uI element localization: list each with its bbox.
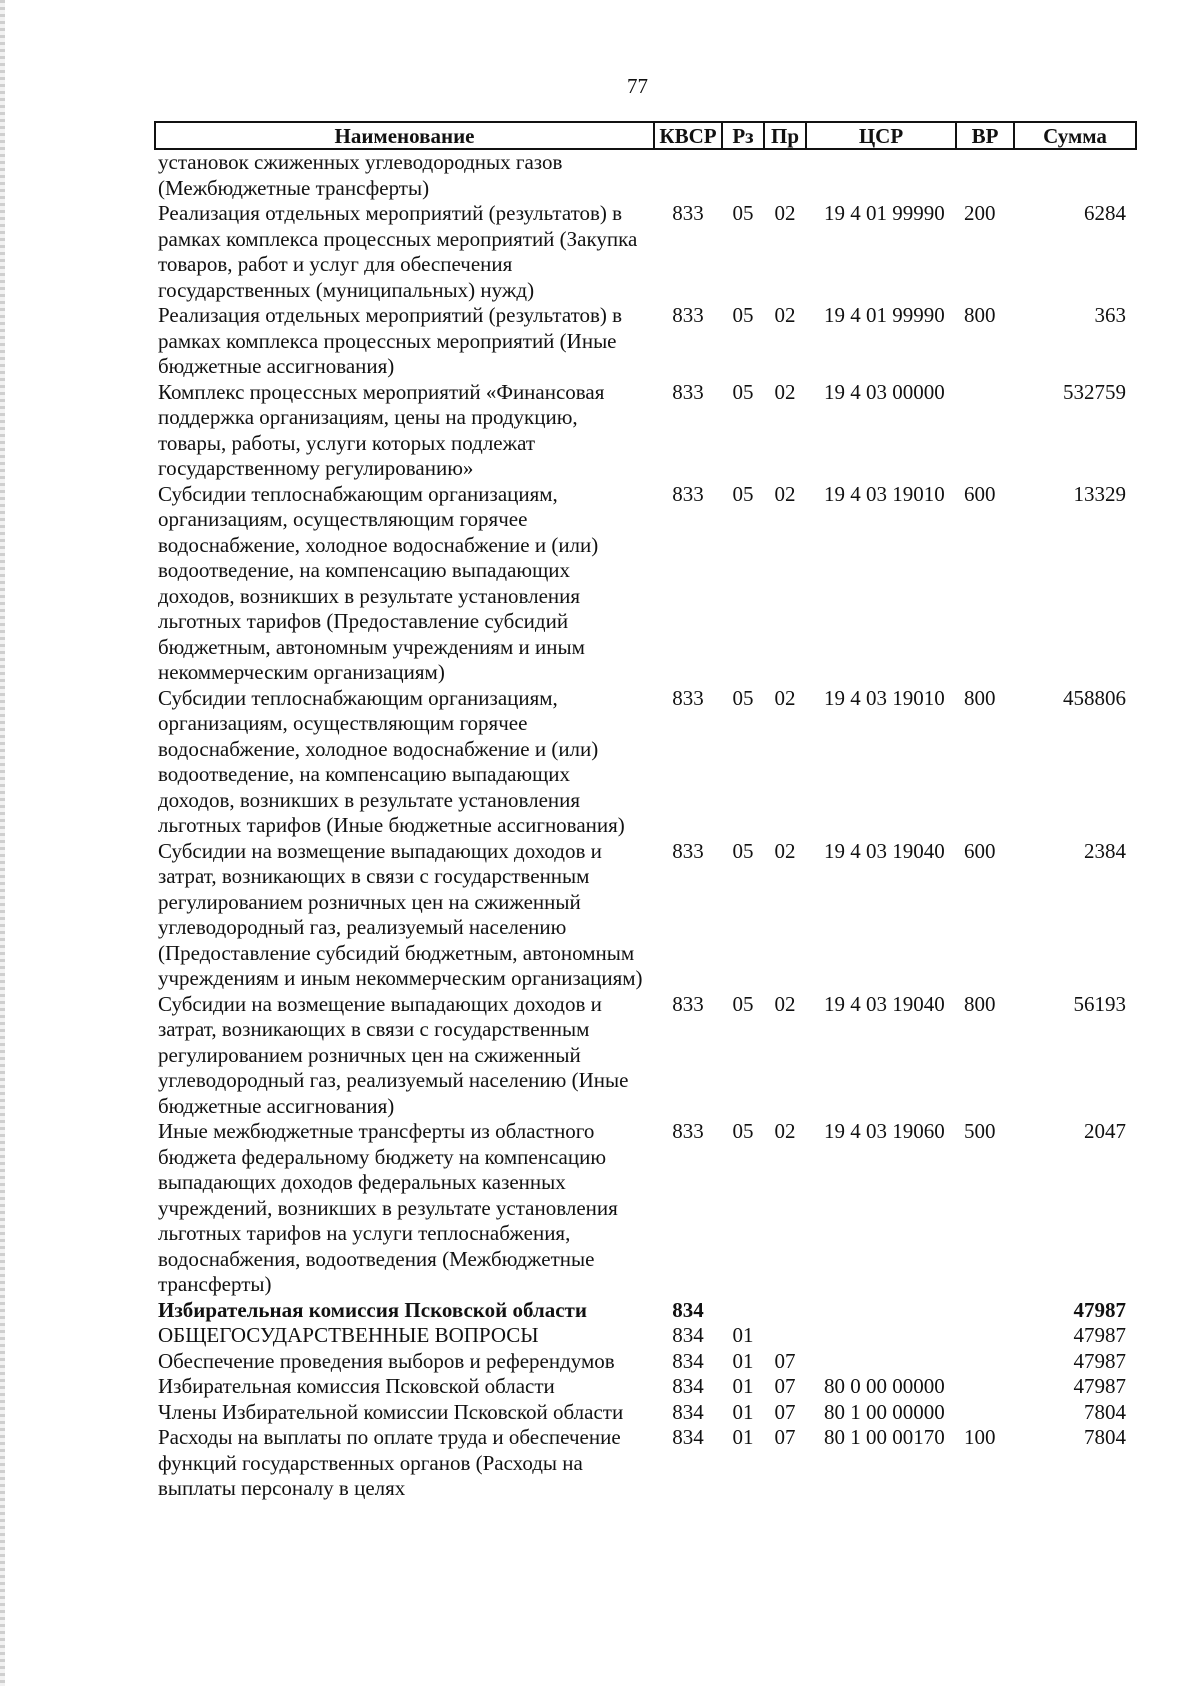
table-row xyxy=(155,839,1136,992)
cell-pr: 07 xyxy=(774,1399,796,1424)
cell-name: Субсидии на возмещение выпадающих доходов и затрат, возникающих в связи с государственным регулированием розничных цен на сжиженный углеводородный газ, реализуемый населению (Предоставление субсидий бюджетным, автономным учреждениям и иным некоммерческим организациям) xyxy=(158,838,643,990)
cell-sum xyxy=(1014,149,1136,201)
table-row xyxy=(155,482,1136,686)
column-header-vr: ВР xyxy=(956,122,1014,149)
cell-sum: 6284 xyxy=(1084,201,1126,225)
cell-csr: 19 4 01 99990 xyxy=(824,201,945,225)
cell-rz: 05 xyxy=(732,303,754,327)
cell-rz: 01 xyxy=(732,1399,754,1424)
table-row xyxy=(155,149,1136,201)
cell-pr: 02 xyxy=(774,685,796,710)
cell-vr xyxy=(956,149,1014,201)
page-number: 77 xyxy=(627,74,648,98)
cell-vr: 600 xyxy=(964,481,996,506)
cell-kvsr: 834 xyxy=(672,1374,704,1398)
table-row xyxy=(155,380,1136,482)
cell-kvsr: 833 xyxy=(672,685,704,710)
cell-rz: 01 xyxy=(732,1323,754,1347)
cell-name: Субсидии теплоснабжающим организациям, организациям, осуществляющим горячее водоснабжение, холодное водоснабжение и (или) водоотведение, на компенсацию выпадающих доходов, возникших в результате установления льготных тарифов (Предоставление субсидий бюджетным, автономным учреждениям и иным некоммерческим организациям) xyxy=(158,481,599,684)
cell-vr: 200 xyxy=(964,201,996,225)
cell-sum: 47987 xyxy=(1073,1348,1126,1373)
cell-rz xyxy=(722,1298,764,1324)
cell-pr xyxy=(764,149,806,201)
cell-pr xyxy=(764,1298,806,1324)
cell-pr: 02 xyxy=(774,838,796,863)
column-header-rz: Рз xyxy=(722,122,764,149)
table-row xyxy=(155,201,1136,303)
cell-pr xyxy=(764,1323,806,1349)
cell-sum: 7804 xyxy=(1084,1425,1126,1449)
table-row xyxy=(155,1425,1136,1502)
cell-vr: 100 xyxy=(964,1425,996,1449)
cell-vr xyxy=(956,1323,1014,1349)
cell-vr: 500 xyxy=(964,1119,996,1143)
cell-vr: 800 xyxy=(964,685,996,710)
cell-csr: 19 4 03 19010 xyxy=(824,685,945,710)
cell-name: Члены Избирательной комиссии Псковской области xyxy=(158,1399,624,1424)
cell-name: Избирательная комиссия Псковской области xyxy=(158,1374,555,1398)
scan-edge xyxy=(0,0,5,1686)
cell-vr xyxy=(956,1374,1014,1400)
cell-vr: 800 xyxy=(964,991,996,1016)
cell-rz: 05 xyxy=(732,991,754,1016)
column-header-kvsr: КВСР xyxy=(654,122,722,149)
cell-csr xyxy=(806,1298,956,1324)
cell-name: Расходы на выплаты по оплате труда и обеспечение функций государственных органов (Расходы на выплаты персоналу в целях xyxy=(158,1425,621,1500)
cell-name: Субсидии на возмещение выпадающих доходов и затрат, возникающих в связи с государственным регулированием розничных цен на сжиженный углеводородный газ, реализуемый населению (Иные бюджетные ассигнования) xyxy=(158,991,629,1118)
budget-table xyxy=(154,121,1137,1502)
cell-pr: 02 xyxy=(774,303,796,327)
cell-csr: 80 1 00 00000 xyxy=(824,1399,945,1424)
cell-csr: 19 4 03 19010 xyxy=(824,481,945,506)
table-row xyxy=(155,1400,1136,1426)
cell-name: установок сжиженных углеводородных газов (Межбюджетные трансферты) xyxy=(158,150,563,200)
cell-sum: 13329 xyxy=(1073,481,1126,506)
table-row xyxy=(155,303,1136,380)
cell-sum: 532759 xyxy=(1063,379,1126,404)
cell-pr: 02 xyxy=(774,201,796,225)
column-header-pr: Пр xyxy=(764,122,806,149)
cell-csr: 19 4 03 19040 xyxy=(824,838,945,863)
table-row xyxy=(155,992,1136,1120)
cell-rz: 01 xyxy=(732,1348,754,1373)
cell-vr xyxy=(956,1400,1014,1426)
cell-name: Реализация отдельных мероприятий (результатов) в рамках комплекса процессных мероприятий (Закупка товаров, работ и услуг для обеспечения государственных (муниципальных) нужд) xyxy=(158,201,638,302)
cell-rz: 05 xyxy=(732,838,754,863)
cell-sum: 47987 xyxy=(1073,1323,1126,1347)
cell-rz: 05 xyxy=(732,201,754,225)
cell-name: Иные межбюджетные трансферты из областного бюджета федеральному бюджету на компенсацию выпадающих доходов федеральных казенных учреждений, возникших в результате установления льготных тарифов на услуги теплоснабжения, водоснабжения, водоотведения (Межбюджетные трансферты) xyxy=(158,1119,618,1296)
cell-rz xyxy=(722,149,764,201)
cell-kvsr: 833 xyxy=(672,303,704,327)
cell-sum: 458806 xyxy=(1063,685,1126,710)
cell-name: Избирательная комиссия Псковской области xyxy=(158,1297,587,1322)
cell-pr: 07 xyxy=(774,1425,796,1449)
cell-sum: 56193 xyxy=(1073,991,1126,1016)
cell-csr: 19 4 03 19060 xyxy=(824,1119,945,1143)
cell-pr: 02 xyxy=(774,379,796,404)
cell-name: Обеспечение проведения выборов и референдумов xyxy=(158,1348,615,1373)
cell-pr: 07 xyxy=(774,1348,796,1373)
table-row xyxy=(155,1298,1136,1324)
cell-kvsr: 833 xyxy=(672,481,704,506)
cell-csr: 80 0 00 00000 xyxy=(824,1374,945,1398)
cell-name: Комплекс процессных мероприятий «Финансовая поддержка организациям, цены на продукцию, товары, работы, услуги которых подлежат государственному регулированию» xyxy=(158,379,605,480)
cell-rz: 05 xyxy=(732,685,754,710)
cell-rz: 01 xyxy=(732,1374,754,1398)
cell-rz: 01 xyxy=(732,1425,754,1449)
cell-vr: 800 xyxy=(964,303,996,327)
cell-pr: 07 xyxy=(774,1374,796,1398)
cell-kvsr: 833 xyxy=(672,838,704,863)
cell-kvsr: 834 xyxy=(672,1348,704,1373)
cell-rz: 05 xyxy=(732,379,754,404)
cell-sum: 7804 xyxy=(1084,1399,1126,1424)
table-row xyxy=(155,1119,1136,1298)
cell-csr: 19 4 03 19040 xyxy=(824,991,945,1016)
table-row xyxy=(155,686,1136,839)
cell-kvsr: 833 xyxy=(672,991,704,1016)
cell-name: ОБЩЕГОСУДАРСТВЕННЫЕ ВОПРОСЫ xyxy=(158,1323,539,1347)
cell-csr: 19 4 01 99990 xyxy=(824,303,945,327)
cell-csr xyxy=(806,149,956,201)
table-row xyxy=(155,1374,1136,1400)
cell-vr xyxy=(956,1349,1014,1375)
cell-vr xyxy=(956,380,1014,482)
cell-pr: 02 xyxy=(774,1119,796,1143)
cell-csr xyxy=(806,1323,956,1349)
cell-pr: 02 xyxy=(774,481,796,506)
cell-kvsr: 834 xyxy=(672,1399,704,1424)
cell-kvsr xyxy=(654,149,722,201)
cell-name: Субсидии теплоснабжающим организациям, организациям, осуществляющим горячее водоснабжение, холодное водоснабжение и (или) водоотведение, на компенсацию выпадающих доходов, возникших в результате установления льготных тарифов (Иные бюджетные ассигнования) xyxy=(158,685,625,837)
cell-kvsr: 834 xyxy=(672,1425,704,1449)
cell-rz: 05 xyxy=(732,481,754,506)
table-header xyxy=(155,122,1136,149)
cell-csr: 80 1 00 00170 xyxy=(824,1425,945,1449)
cell-sum: 47987 xyxy=(1073,1374,1126,1398)
cell-sum: 363 xyxy=(1094,303,1126,327)
cell-rz: 05 xyxy=(732,1119,754,1143)
column-header-csr: ЦСР xyxy=(806,122,956,149)
column-header-sum: Сумма xyxy=(1014,122,1136,149)
column-header-name: Наименование xyxy=(155,122,654,149)
cell-csr xyxy=(806,1349,956,1375)
cell-sum: 2384 xyxy=(1084,838,1126,863)
cell-kvsr: 833 xyxy=(672,379,704,404)
cell-sum: 2047 xyxy=(1084,1119,1126,1143)
cell-kvsr: 833 xyxy=(672,201,704,225)
cell-kvsr: 833 xyxy=(672,1119,704,1143)
cell-kvsr: 834 xyxy=(672,1297,704,1322)
table-row xyxy=(155,1323,1136,1349)
cell-name: Реализация отдельных мероприятий (результатов) в рамках комплекса процессных мероприятий (Иные бюджетные ассигнования) xyxy=(158,303,623,378)
cell-vr xyxy=(956,1298,1014,1324)
cell-vr: 600 xyxy=(964,838,996,863)
cell-sum: 47987 xyxy=(1073,1297,1126,1322)
table-body xyxy=(155,149,1136,1502)
table-row xyxy=(155,1349,1136,1375)
cell-kvsr: 834 xyxy=(672,1323,704,1347)
cell-pr: 02 xyxy=(774,991,796,1016)
cell-csr: 19 4 03 00000 xyxy=(824,379,945,404)
